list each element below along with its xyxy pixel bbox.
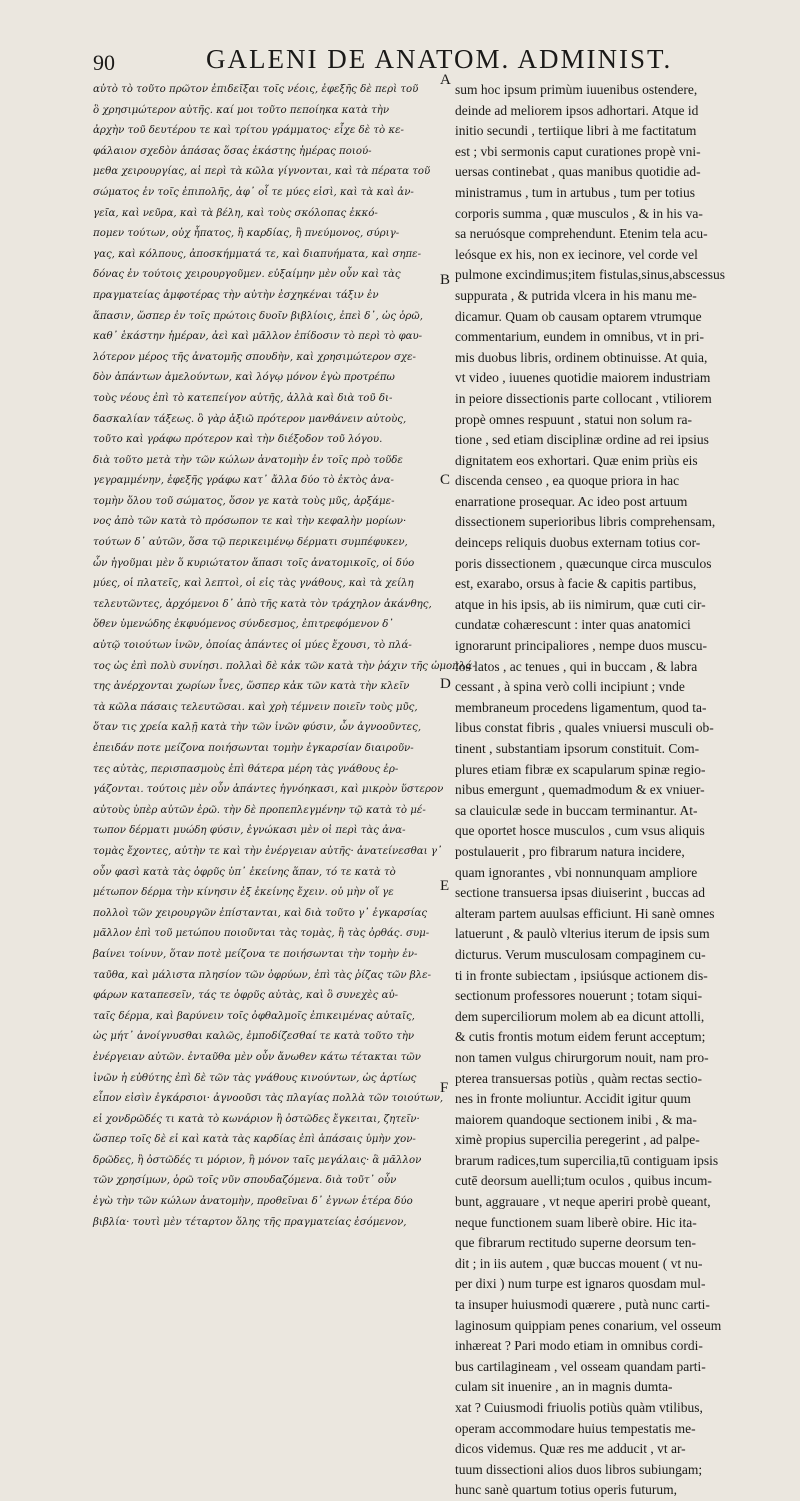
text-line: cutē deorsum auelli;tum oculos , quibus incum- [455, 1173, 712, 1189]
text-line: καθ᾽ ἑκάστην ἡμέραν, ἀεὶ καὶ μᾶλλον ἐπίδοσιν τὸ περὶ τὸ φαυ- [93, 331, 423, 343]
latin-text-column [455, 80, 785, 1501]
text-line: τος ὡς ἐπὶ πολὺ συνίησι. πολλαὶ δὲ κἀκ τῶν κατὰ τὴν ῥάχιν τῆς ὠμοπλά- [93, 660, 476, 672]
text-line: postulauerit , pro fibrarum natura incidere, [455, 843, 685, 859]
text-line: non tamen vulgus chirurgorum nouit, nam pro- [455, 1049, 709, 1065]
text-line: τοὺς νέους ἐπὶ τὸ κατεπείγον αὐτῆς, ἀλλὰ καὶ διὰ τοῦ δι- [93, 392, 393, 404]
text-line: ὥσπερ τοῖς δὲ εἰ καὶ κατὰ τὰς καρδίας ἐπὶ ἁπάσαις ὑμὴν χον- [93, 1134, 416, 1146]
text-line: & cutis frontis motum eidem ferunt acceptum; [455, 1029, 706, 1045]
text-line: γεγραμμένην, ἐφεξῆς γράφω κατ᾽ ἄλλα δύο τὸ ἐκτὸς ἀνα- [93, 475, 394, 487]
text-line: ti in fronte subiectam , ipsiúsque actionem dis- [455, 967, 708, 983]
text-line: τες αὐτὰς, περισπασμοὺς ἐπὶ θάτερα μέρη τὰς γνάθους ἐρ- [93, 763, 399, 775]
text-line: commentarium, eundem in omnibus, vt in pri- [455, 329, 704, 345]
text-line: φάλαιον σχεδὸν ἁπάσας ὅσας ἑκάστης ἡμέρας ποιού- [93, 145, 372, 157]
text-line: que fibrarum rectitudo superne deorsum ten- [455, 1235, 697, 1251]
text-line: διὰ τοῦτο μετὰ τὴν τῶν κώλων ἀνατομὴν ἐν τοῖς πρὸ τοῦδε [93, 454, 403, 466]
text-line: ta insuper huiusmodi quærere , putà nunc carti- [455, 1297, 710, 1313]
text-line: latuerunt , & paulò vlterius iterum de ipsis sum [455, 926, 710, 942]
text-line: τωπον δέρματι μυώδη φύσιν, ἐγνώκασι μὲν οἱ περὶ τὰς ἀνα- [93, 825, 406, 837]
text-line: in peiore dissectionis parte collocant , vtiliorem [455, 390, 712, 406]
text-line: ximè propius supercilia peregerint , ad palpe- [455, 1132, 700, 1148]
text-line: ignorarunt principaliores , nempe duos muscu- [455, 638, 707, 654]
margin-marker-a: A [440, 72, 451, 88]
text-line: operam accommodare huius tempestatis me- [455, 1420, 696, 1436]
text-line: τελευτῶντες, ἀρχόμενοι δ᾽ ἀπὸ τῆς κατὰ τὸν τράχηλον ἀκάνθης, [93, 598, 432, 610]
text-line: ἐγὼ τὴν τῶν κώλων ἀνατομὴν, προθεῖναι δ᾽ ἐγνων ἑτέρα δύο [93, 1196, 413, 1208]
text-line: πραγματείας ἀμφοτέρας τὴν αὐτὴν ἐσχηκέναι τάξιν ἐν [93, 289, 379, 301]
text-line: poris dissectionem , quæcunque circa musculos [455, 555, 712, 571]
text-line: λότερον μέρος τῆς ἀνατομῆς σπουδὴν, καὶ χρησιμώτερον σχε- [93, 351, 416, 363]
text-line: δασκαλίαν τάξεως. ὃ γὰρ ἀξιῶ πρότερον μανθάνειν αὐτοὺς, [93, 413, 407, 425]
text-line: φάρων καταπεσεῖν, τάς τε ὀφρῦς αὐτὰς, καὶ ὃ συνεχὲς αὐ- [93, 990, 399, 1002]
margin-marker-d: D [440, 676, 451, 692]
text-line: per dixi ) num turpe est ignaros quosdam mul- [455, 1276, 706, 1292]
text-line: est ; vbi sermonis caput curationes propè vni- [455, 143, 701, 159]
text-line: ὅταν τις χρεία καλῇ κατὰ τὴν τῶν ἰνῶν φύσιν, ὧν ἀγνοοῦντες, [93, 722, 422, 734]
text-line: γας, καὶ κόλπους, ἀποσκήμματά τε, καὶ διαπυήματα, καὶ σηπε- [93, 248, 422, 260]
text-line: ἰνῶν ἡ εὐθύτης ἐπὶ δὲ τῶν τὰς γνάθους κινούντων, ὡς ἀρτίως [93, 1072, 417, 1084]
text-line: vt video , iuuenes quotidie maiorem industriam [455, 370, 711, 386]
text-line: neque functionem suam liberè obire. Hic ita- [455, 1214, 697, 1230]
text-line: δρῶδες, ἢ ὀστῶδές τι μόριον, ἢ μόνον ταῖς μεγάλαις· ἃ μᾶλλον [93, 1154, 422, 1166]
text-line: αὐτὸ τὸ τοῦτο πρῶτον ἐπιδεῖξαι τοῖς νέοις, ἐφεξῆς δὲ περὶ τοῦ [93, 84, 419, 95]
text-line: initio secundi , tertiique libri à me factitatum [455, 123, 697, 139]
text-line: πομεν τούτων, οὐχ ἧπατος, ἢ καρδίας, ἢ πνεύμονος, σύριγ- [93, 228, 400, 240]
text-line: nibus emergunt , quemadmodum & ex vniuer- [455, 782, 705, 798]
text-line: sa clauiculæ sede in buccam terminantur. At- [455, 802, 698, 818]
text-line: βιβλία· τουτὶ μὲν τέταρτον ὅλης τῆς πραγματείας ἐσόμενον, [93, 1216, 407, 1228]
text-line: αὐτῷ τοιούτων ἰνῶν, ὁποίας ἁπάντες οἱ μύες ἔχουσι, τὸ πλά- [93, 640, 412, 652]
text-line: est, exarabo, orsus à facie & capitis partibus, [455, 576, 697, 592]
text-line: los latos , ac tenues , qui in buccam , & labra [455, 658, 698, 674]
text-line: dicturus. Verum musculosam compaginem cu- [455, 946, 706, 962]
text-line: εἶπον εἰσὶν ἐγκάρσιοι· ἀγνοοῦσι τὰς πλαγίας πολλὰ τῶν τοιούτων, [93, 1093, 444, 1105]
text-line: laginosum quippiam penes conarium, vel osseum [455, 1317, 722, 1333]
text-line: atque in his ipsis, ab iis nimirum, quæ cuti cir- [455, 596, 706, 612]
text-line: τὰ κῶλα πάσαις τελευτῶσαι. καὶ χρὴ τέμνειν ποιεῖν τοὺς μῦς, [93, 701, 418, 713]
text-line: sa neruósque comprehendunt. Etenim tela acu- [455, 226, 708, 242]
text-line: ταῦθα, καὶ μάλιστα πλησίον τῶν ὀφρύων, ἐπὶ τὰς ῥίζας τῶν βλε- [93, 969, 432, 981]
text-line: ὡς μήτ᾽ ἀνοίγνυσθαι καλῶς, ἐμποδίζεσθαί τε κατὰ τοῦτο τὴν [93, 1031, 415, 1043]
text-line: quam ignorantes , vbi nonnunquam ampliore [455, 864, 698, 880]
text-line: nes in fronte moliuntur. Accidit igitur quum [455, 1091, 691, 1107]
text-line: cundatæ cohærescunt : inter quas anatomici [455, 617, 691, 633]
text-line: ὃ χρησιμώτερον αὐτῆς. καί μοι τοῦτο πεποίηκα κατὰ τὴν [93, 104, 390, 116]
text-line: cessant , à spina verò colli incipiunt ; vnde [455, 679, 685, 695]
text-line: τομὰς ἔχοντες, αὐτὴν τε καὶ τὴν ἐνέργειαν αὐτῆς· ἀνατείνεσθαι γ᾽ [93, 845, 443, 857]
text-line: ὅθεν ὑμενώδης ἐκφυόμενος σύνδεσμος, ἐπιτρεφόμενον δ᾽ [93, 619, 394, 631]
text-line: ταῖς δέρμα, καὶ βαρύνειν τοῖς ὀφθαλμοῖς ἐπικειμένας αὐταῖς, [93, 1010, 415, 1022]
text-line: plures etiam fibræ ex scapularum spinæ regio- [455, 761, 706, 777]
text-line: μᾶλλον ἐπὶ τοῦ μετώπου ποιοῦνται τὰς τομὰς, ἢ τὰς ὀρθάς. συμ- [93, 928, 430, 940]
text-line: dit ; in iis autem , quæ buccas mouent ( vt nu- [455, 1255, 703, 1271]
text-line: mis duobus libris, ordinem obtinuisse. At quia, [455, 349, 708, 365]
text-line: tinent , substantiam ipsorum constituit. Com- [455, 741, 700, 756]
text-line: μύες, οἱ πλατεῖς, καὶ λεπτοὶ, οἱ εἰς τὰς γνάθους, καὶ τὰ χείλη [93, 578, 414, 590]
text-line: propè omnes respuunt , statui non solum ra- [455, 411, 692, 427]
text-line: πολλοὶ τῶν χειρουργῶν ἐπίστανται, καὶ διὰ τοῦτο γ᾽ ἐγκαρσίας [93, 907, 428, 919]
text-line: sectione transuersa ipsas diuiserint , buccas ad [455, 885, 706, 901]
text-line: alteram partem auulsas efficiunt. Hi sanè omnes [455, 905, 715, 921]
text-line: discenda censeo , ea quoque priora in hac [455, 473, 680, 489]
text-line: leósque ex his, non ex iecinore, vel corde vel [455, 246, 698, 262]
text-line: hunc sanè quartum totius operis futurum, [455, 1482, 677, 1498]
text-line: xat ? Cuiusmodi friuolis potiùs quàm vtilibus, [455, 1400, 703, 1415]
text-line: τῶν χρησίμων, ὁρῶ τοῖς νῦν σπουδαζόμενα. διὰ τοῦτ᾽ οὖν [93, 1175, 397, 1187]
text-line: deinceps reliquis duobus externam totius cor- [455, 535, 701, 551]
text-line: δόνας ἐν τούτοις χειρουργοῦμεν. εὐξαίμην μὲν οὖν καὶ τὰς [93, 269, 401, 281]
text-line: maiorem quandoque sectionem inibi , & ma- [455, 1111, 697, 1127]
text-line: inhæreat ? Pari modo etiam in omnibus cordi- [455, 1338, 703, 1354]
text-line: uersas continebat , quas manibus quotidie ad- [455, 164, 701, 180]
text-line: pterea transuersas potiùs , quàm rectas sectio- [455, 1070, 703, 1086]
text-line: γάζονται. τούτοις μὲν οὖν ἁπάντες ἠγνόηκασι, καὶ μικρὸν ὕστερον [93, 784, 444, 796]
margin-marker-e: E [440, 878, 450, 894]
text-line: suppurata , & putrida vlcera in his manu me- [455, 287, 697, 303]
margin-marker-f: F [440, 1080, 449, 1096]
text-line: τούτων δ᾽ αὐτῶν, ὅσα τῷ περικειμένῳ δέρματι συμπέφυκεν, [93, 537, 408, 549]
text-line: deinde ad meliorem ipsos adhortari. Atque id [455, 102, 699, 118]
running-head: GALENI DE ANATOM. ADMINIST. [206, 44, 673, 74]
margin-marker-b: B [440, 272, 451, 288]
text-line: sectionum professores nouerunt ; totam siqui- [455, 988, 703, 1004]
text-line: bunt, aggrauare , vt neque aperiri probè queant, [455, 1194, 711, 1210]
text-line: τομὴν ὅλου τοῦ σώματος, ὅσον γε κατὰ τοὺς μῦς, ἀρξάμε- [93, 495, 395, 507]
text-line: pulmone excindimus;item fistulas,sinus,abscessus [455, 267, 725, 283]
text-line: ministramus , tum in artubus , tum per totius [455, 184, 695, 200]
text-line: μέτωπον δέρμα τὴν κίνησιν ἐξ ἐκείνης ἔχειν. οὐ μὴν οἵ γε [93, 887, 394, 899]
text-line: corporis summa , quæ musculos , & in his va- [455, 205, 703, 221]
text-line: ἅπασιν, ὥσπερ ἐν τοῖς πρώτοις δυοῖν βιβλίοις, ἐπεὶ δ᾽, ὡς ὁρῶ, [93, 310, 423, 322]
text-line: brarum radices,tum supercilia,tū contiguam ipsis [455, 1152, 719, 1168]
text-line: que oportet hosce musculos , cum vsus aliquis [455, 823, 705, 839]
text-line: bus cartilagineam , vel osseam quandam parti- [455, 1358, 706, 1374]
text-line: dissectionem superioribus libris comprehensam, [455, 514, 716, 530]
text-line: οὖν φασὶ κατὰ τὰς ὀφρῦς ὑπ᾽ ἐκείνης ἅπαν, τό τε κατὰ τὸ [93, 866, 396, 878]
text-line: ἀρχὴν τοῦ δευτέρου τε καὶ τρίτου γράμματος· εἶχε δὲ τὸ κε- [93, 125, 404, 137]
text-line: γεῖα, καὶ νεῦρα, καὶ τὰ βέλη, καὶ τοὺς σκόλοπας ἐκκό- [93, 207, 378, 219]
text-line: εἰ χονδρῶδές τι κατὰ τὸ κωνάριον ἢ ὀστῶδες ἔγκειται, ζητεῖν· [93, 1113, 420, 1125]
text-line: libus constat fibris , quales vniuersi musculi ob- [455, 720, 714, 736]
text-line: dignitatem eos exhortari. Quæ enim priùs eis [455, 452, 698, 468]
text-line: δὸν ἁπάντων ἀμελούντων, καὶ λόγῳ μόνον ἐγὼ προτρέπω [93, 372, 395, 384]
text-line: νος ἀπὸ τῶν κατὰ τὸ πρόσωπον τε καὶ τὴν κεφαλὴν μορίων· [93, 516, 407, 528]
page-number: 90 [93, 50, 115, 75]
text-line: σώματος ἐν τοῖς ἐπιπολῆς, ἀφ᾽ οἷ τε μύες εἰσὶ, καὶ τὰ καὶ ἀν- [93, 186, 414, 198]
text-line: sum hoc ipsum primùm iuuenibus ostendere, [455, 82, 698, 97]
text-line: ἐνέργειαν αὐτῶν. ἐνταῦθα μὲν οὖν ἄνωθεν κάτω τέτακται τῶν [93, 1051, 421, 1063]
text-line: tione , sed etiam disciplinæ ordine ad rei ipsius [455, 432, 709, 448]
text-line: ἐπειδάν ποτε μείζονα ποιήσωνται τομὴν ἐγκαρσίαν διαιροῦν- [93, 743, 414, 754]
text-line: enarratione prosequar. Ac ideo post artuum [455, 493, 688, 509]
text-line: dicamur. Quam ob causam optarem vtrumque [455, 308, 702, 324]
text-line: τοῦτο καὶ γράφω πρότερον καὶ τὴν διέξοδον τοῦ λόγου. [93, 434, 383, 446]
text-line: της ἀνέρχονται χωρίων ἶνες, ὥσπερ κἀκ τῶν κατὰ τὴν κλεῖν [93, 681, 410, 693]
text-line: dem superciliorum molem ab ea dicunt attolli, [455, 1008, 705, 1024]
text-line: tuum dissectioni alios duos libros subiungam; [455, 1461, 703, 1477]
text-line: culam sit inuenire , an in magnis dumta- [455, 1379, 673, 1395]
margin-marker-c: C [440, 472, 451, 488]
text-line: μεθα χειρουργίας, αἱ περὶ τὰ κῶλα γίγνονται, καὶ τὰ πέρατα τοῦ [93, 166, 431, 178]
text-line: dicos videmus. Quæ res me adducit , vt ar- [455, 1441, 686, 1457]
text-line: βαίνει τοίνυν, ὅταν ποτὲ μείζονα τε ποιήσωνται τὴν τομὴν ἐν- [93, 948, 418, 960]
greek-text-column [93, 80, 476, 1233]
text-line: membraneum procedens ligamentum, quod ta- [455, 699, 707, 715]
text-line: αὐτοὺς ὑπὲρ αὐτῶν ἐρῶ. τὴν δὲ προπεπλεγμένην τῷ κατὰ τὸ μέ- [93, 804, 426, 816]
text-line: ὧν ἡγοῦμαι μὲν ὅ κυριώτατον ἅπασι τοῖς ἀνατομικοῖς, οἱ δύο [93, 557, 415, 569]
